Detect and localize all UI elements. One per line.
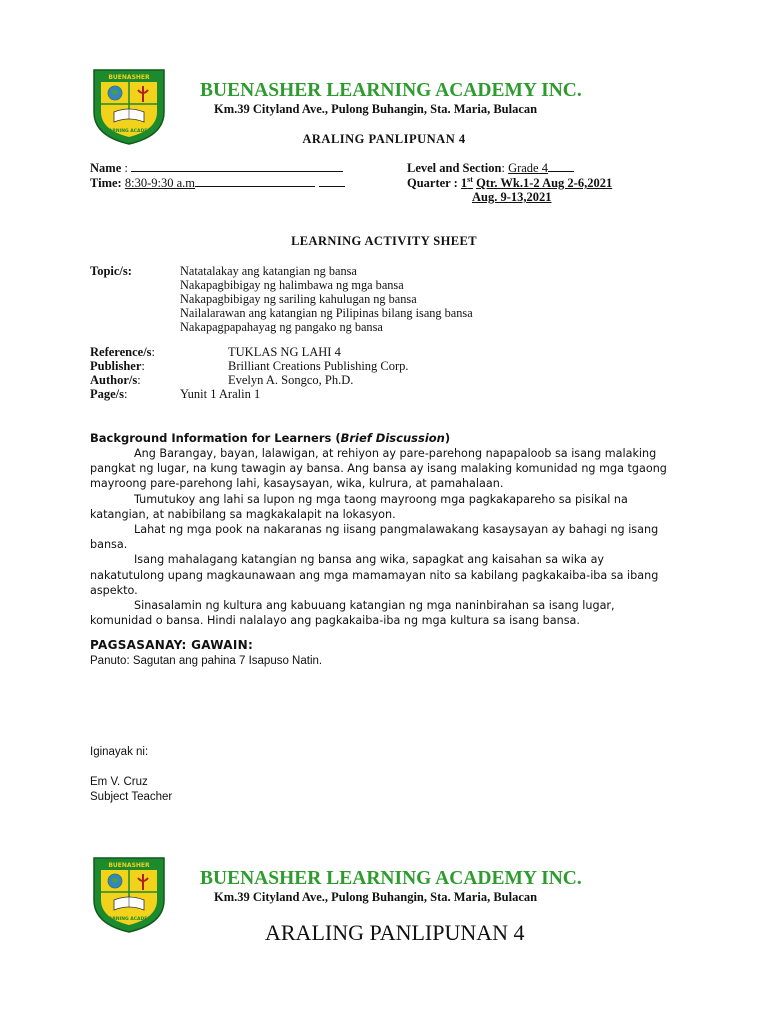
level-value: Grade 4: [508, 161, 548, 175]
time-value: 8:30-9:30 a.m: [124, 176, 195, 190]
pages-label: Page/s: [90, 387, 125, 401]
name-label: Name: [90, 161, 122, 175]
school-address: Km.39 Cityland Ave., Pulong Buhangin, Sta. Maria, Bulacan: [214, 102, 538, 116]
level-label: Level and Section: [407, 161, 502, 175]
author-label: Author/s: [90, 373, 138, 387]
topic-item: Nakapagbibigay ng sariling kahulugan ng bansa: [180, 292, 417, 306]
background-heading-italic: Brief Discussion: [340, 431, 445, 445]
sheet-title: LEARNING ACTIVITY SHEET: [291, 234, 477, 248]
pages-value: Yunit 1 Aralin 1: [180, 387, 261, 401]
topic-item: Natatalakay ang katangian ng bansa: [180, 264, 357, 278]
background-paragraph: Tumutukoy ang lahi sa lupon ng mga taong mayroong mga pagkakapareho sa pisikal na katangian, at nabibilang sa magkakalapit na lokasyon.: [90, 492, 628, 521]
level-row: Level and Section: Grade 4: [407, 160, 574, 176]
quarter-value: Qtr. Wk.1-2 Aug 2-6,2021: [476, 176, 613, 191]
subject-title-2: ARALING PANLIPUNAN 4: [265, 920, 525, 945]
school-name: BUENASHER LEARNING ACADEMY INC.: [200, 80, 582, 101]
quarter-value-2: Aug. 9-13,2021: [472, 190, 552, 204]
name-row: Name :: [90, 160, 343, 176]
background-paragraph: Ang Barangay, bayan, lalawigan, at rehiyon ay pare-parehong napapaloob sa isang malaking pangkat ng lugar, na kung tawagin ay bansa. Ang bansa ay isang malaking komunidad ng mga tgaong mayroong pare-parehong lahi, kasaysayan, wika, kulrura, at pamahalaan.: [90, 447, 667, 491]
quarter-label: Quarter :: [407, 176, 458, 191]
reference-value: TUKLAS NG LAHI 4: [228, 345, 341, 359]
prepared-by-label: Iginayak ni:: [90, 746, 149, 758]
school-name-2: BUENASHER LEARNING ACADEMY INC.: [200, 868, 582, 889]
school-logo-2: [88, 854, 170, 939]
subject-title: ARALING PANLIPUNAN 4: [302, 132, 466, 146]
references-values: [228, 345, 409, 387]
quarter-number: 1: [460, 176, 468, 191]
svg-text:LEARNING ACADEMY: LEARNING ACADEMY: [102, 917, 156, 922]
background-heading: Background Information for Learners (Brief Discussion): [90, 431, 451, 445]
topics-label: Topic/s:: [90, 264, 132, 278]
time-label: Time:: [90, 176, 122, 190]
topics-list: [180, 264, 473, 334]
name-blank: [131, 160, 343, 172]
topic-item: Nailalarawan ang katangian ng Pilipinas bilang isang bansa: [180, 306, 473, 320]
quarter-suffix: st: [467, 175, 473, 184]
background-body: [90, 446, 675, 628]
school-seal-icon: [88, 854, 170, 934]
school-address-2: Km.39 Cityland Ave., Pulong Buhangin, Sta. Maria, Bulacan: [214, 890, 538, 904]
topic-item: Nakapagpapahayag ng pangako ng bansa: [180, 320, 383, 334]
reference-label: Reference/s: [90, 345, 152, 359]
svg-text:BUENASHER: BUENASHER: [108, 74, 150, 81]
references-labels: Reference/s: Publisher: Author/s: Page/s:: [90, 345, 156, 401]
teacher-name: Em V. Cruz: [90, 776, 148, 788]
background-paragraph: Lahat ng mga pook na nakaranas ng iisang pangmalawakang kasaysayan ay bahagi ng isang bansa.: [90, 523, 659, 552]
publisher-label: Publisher: [90, 359, 142, 373]
exercise-heading: PAGSASANAY: GAWAIN:: [90, 638, 254, 652]
author-value: Evelyn A. Songco, Ph.D.: [228, 373, 354, 387]
topic-item: Nakapagbibigay ng halimbawa ng mga bansa: [180, 278, 404, 292]
teacher-title: Subject Teacher: [90, 791, 173, 803]
publisher-value: Brilliant Creations Publishing Corp.: [228, 359, 409, 373]
svg-text:BUENASHER: BUENASHER: [108, 862, 150, 869]
background-paragraph: Isang mahalagang katangian ng bansa ang wika, sapagkat ang kaisahan sa wika ay nakatutulong upang magkaunawaan ang mga mamamayan nito sa kabilang pagkakaiba-iba sa ibang aspekto.: [90, 553, 659, 597]
time-row: [90, 175, 345, 191]
exercise-instruction: Panuto: Sagutan ang pahina 7 Isapuso Natin.: [90, 655, 323, 667]
background-paragraph: Sinasalamin ng kultura ang kabuuang katangian ng mga naninbirahan sa isang lugar, komunidad o bansa. Hindi nalalayo ang pagkakaiba-iba ng mga kultura sa isang bansa.: [90, 599, 615, 628]
quarter-row: [407, 175, 612, 191]
time-blank: [195, 175, 315, 187]
svg-text:LEARNING ACADEMY: LEARNING ACADEMY: [102, 129, 156, 134]
